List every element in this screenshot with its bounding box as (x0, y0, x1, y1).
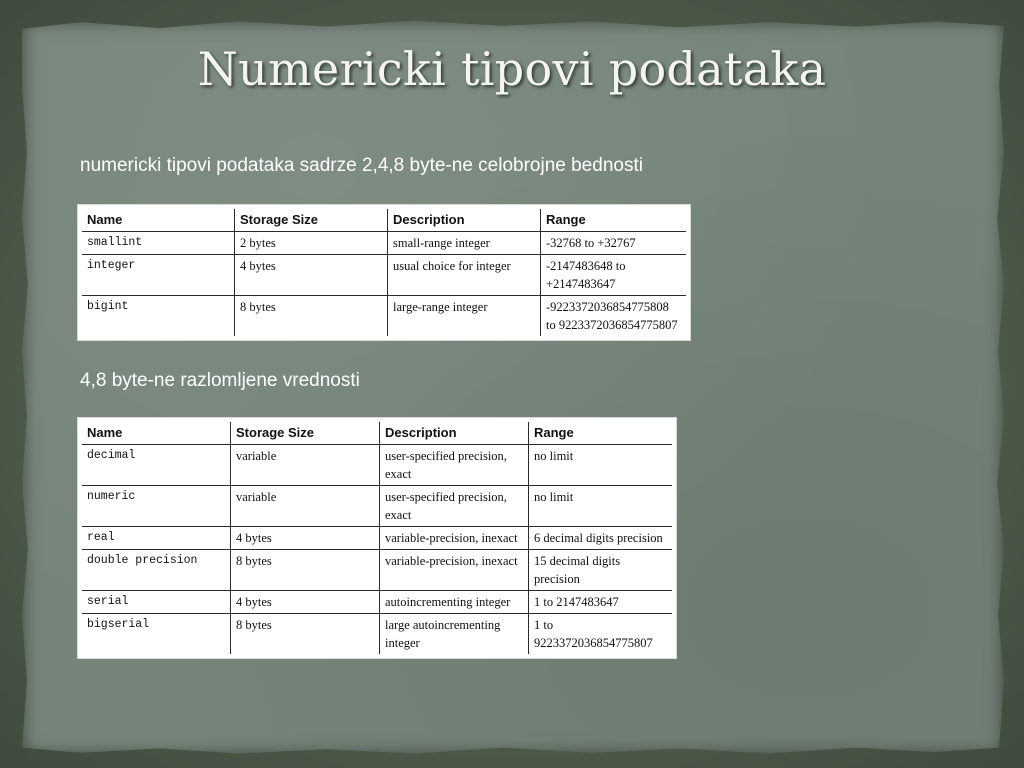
header-name: Name (80, 207, 235, 232)
integer-types-table (78, 205, 690, 340)
header-range: Range (529, 420, 675, 445)
cell-name: bigserial (80, 614, 231, 657)
cell-name: decimal (80, 445, 231, 486)
cell-storage-size: 8 bytes (235, 296, 388, 339)
cell-name: smallint (80, 232, 235, 255)
cell-range: 6 decimal digits precision (529, 527, 675, 550)
cell-name: double precision (80, 550, 231, 591)
slide-title: Numericki tipovi podataka (197, 42, 827, 96)
cell-description: large-range integer (388, 296, 541, 339)
cell-name: serial (80, 591, 231, 614)
cell-range: no limit (529, 445, 675, 486)
cell-name: integer (80, 255, 235, 296)
table-row (80, 255, 688, 296)
cell-range: 1 to 2147483647 (529, 591, 675, 614)
cell-range: no limit (529, 486, 675, 527)
cell-description: variable-precision, inexact (380, 527, 529, 550)
header-description: Description (380, 420, 529, 445)
cell-description: autoincrementing integer (380, 591, 529, 614)
table-row (80, 486, 674, 527)
table-header-row (80, 207, 688, 232)
cell-storage-size: 4 bytes (231, 591, 380, 614)
cell-range: 15 decimal digits precision (529, 550, 675, 591)
cell-name: real (80, 527, 231, 550)
cell-name: bigint (80, 296, 235, 339)
cell-storage-size: variable (231, 445, 380, 486)
header-range: Range (541, 207, 689, 232)
table-row (80, 296, 688, 339)
cell-storage-size: 4 bytes (235, 255, 388, 296)
header-storage-size: Storage Size (231, 420, 380, 445)
cell-range: -9223372036854775808 to 9223372036854775807 (541, 296, 689, 339)
table-row (80, 550, 674, 591)
table-header-row (80, 420, 674, 445)
cell-description: user-specified precision, exact (380, 445, 529, 486)
table-row (80, 614, 674, 657)
cell-storage-size: 2 bytes (235, 232, 388, 255)
cell-description: large autoincrementing integer (380, 614, 529, 657)
cell-range: -32768 to +32767 (541, 232, 689, 255)
second-text: 4,8 byte-ne razlomljene vrednosti (80, 370, 360, 391)
cell-range: -2147483648 to +2147483647 (541, 255, 689, 296)
cell-storage-size: variable (231, 486, 380, 527)
cell-range: 1 to 9223372036854775807 (529, 614, 675, 657)
cell-name: numeric (80, 486, 231, 527)
cell-description: small-range integer (388, 232, 541, 255)
header-name: Name (80, 420, 231, 445)
cell-storage-size: 8 bytes (231, 614, 380, 657)
cell-description: user-specified precision, exact (380, 486, 529, 527)
cell-description: usual choice for integer (388, 255, 541, 296)
table-row (80, 527, 674, 550)
table-row (80, 232, 688, 255)
header-storage-size: Storage Size (235, 207, 388, 232)
table-row (80, 445, 674, 486)
table-row (80, 591, 674, 614)
cell-description: variable-precision, inexact (380, 550, 529, 591)
decimal-types-table (78, 418, 676, 658)
cell-storage-size: 4 bytes (231, 527, 380, 550)
intro-text: numericki tipovi podataka sadrze 2,4,8 byte-ne celobrojne bednosti (80, 155, 643, 176)
header-description: Description (388, 207, 541, 232)
cell-storage-size: 8 bytes (231, 550, 380, 591)
